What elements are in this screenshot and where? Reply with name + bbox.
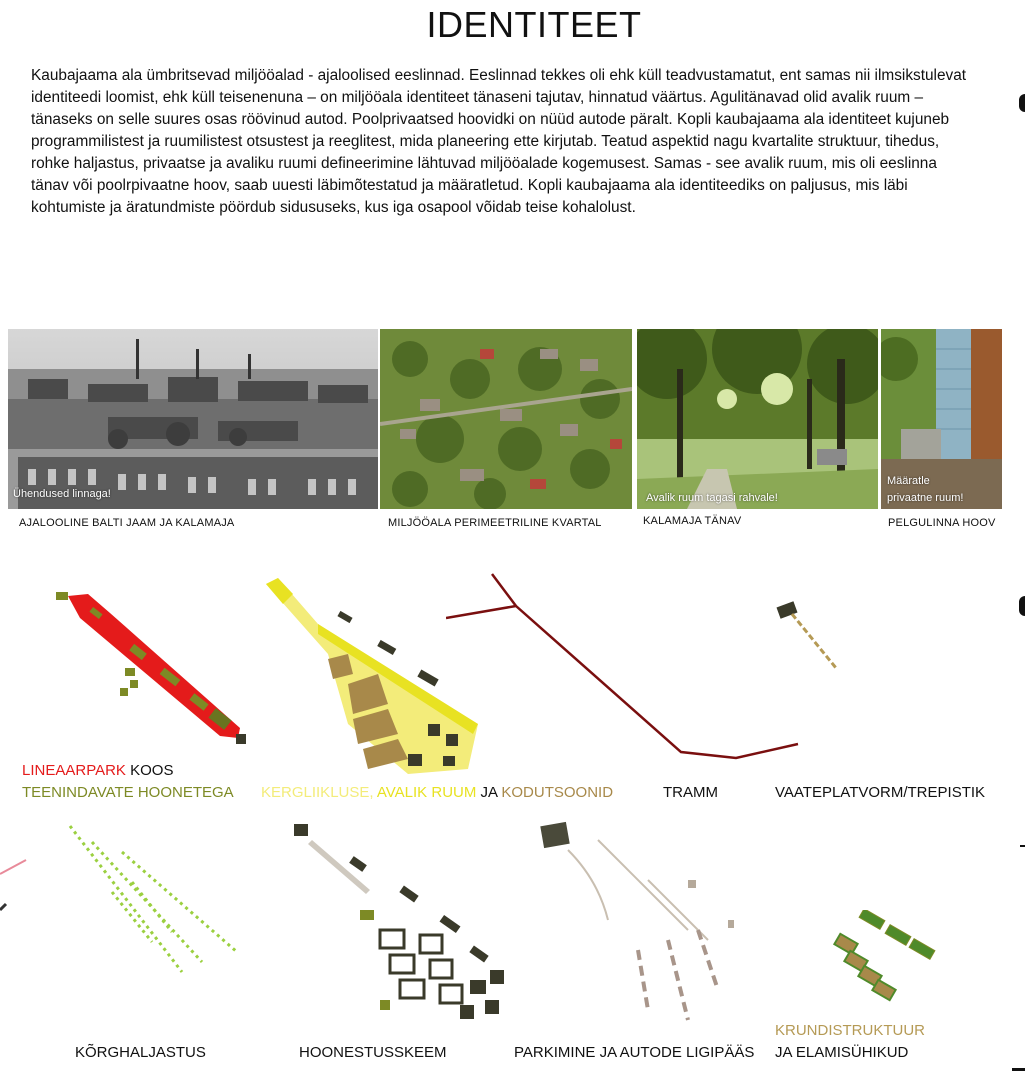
edge-mark: [1020, 845, 1025, 847]
service-buildings-label: TEENINDAVATE HOONETEGA: [22, 784, 234, 801]
tram-diagram: [446, 572, 806, 762]
plots-label-line2: JA ELAMISÜHIKUD: [775, 1044, 909, 1061]
photo-caption: KALAMAJA TÄNAV: [643, 515, 742, 527]
edge-mark: [1019, 596, 1025, 616]
pink-edge-fragment: [0, 858, 30, 918]
photo-pelgulinna-yard: [881, 329, 1002, 509]
linear-park-label-red: LINEAARPARK: [22, 762, 126, 779]
plots-diagram: [826, 910, 946, 1010]
home-zones-label: KODUTSOONID: [501, 784, 614, 801]
photo-kalamaja-street: [637, 329, 878, 509]
photo-overlay-line1: Määratle: [887, 475, 930, 487]
greenery-label: KÕRGHALJASTUS: [75, 1044, 206, 1061]
parking-label: PARKIMINE JA AUTODE LIGIPÄÄS: [514, 1044, 755, 1061]
parking-diagram: [538, 820, 768, 1035]
viewing-platform-diagram: [770, 598, 850, 678]
photo-perimeter-block: [380, 329, 632, 509]
photo-caption: PELGULINNA HOOV: [888, 517, 996, 529]
photo-overlay-text: Avalik ruum tagasi rahvale!: [646, 492, 778, 504]
buildings-label: HOONESTUSSKEEM: [299, 1044, 447, 1061]
intro-paragraph: Kaubajaama ala ümbritsevad miljööalad - ajaloolised eeslinnad. Eeslinnad tekkes oli ehk küll teadvustamatut, ent samas nii ilmsikstulevat identiteedi loomist, ehk küll teisenenuna – on miljööala identiteet tänaseni tajutav, hinnatud väärtus. Agulitänavad olid avalik ruum – tänaseks on selle suures osas röövinud autod. Poolprivaatsed hoovidki on nüüd autode päralt. Kopli kaubajaama ala identiteet kujuneb programmilistest ja ruumilistest otsustest ja reeglitest, mida planeering ette kirjutab. Teatud aspektid nagu kvartalite struktuur, tihedus, rohke haljastus, privaatse ja avaliku ruumi defineerimine lähtuvad miljööalade kogemusest. Samas - see avalik ruum, mis oli eeslinna tänav või poolrpivaatne hoov, saab uuesti läbimõtestatud ja määratletud. Kopli kaubajaama ala identiteediks on paljusus, mis läbi kohtumiste ja äratundmiste pöördub sidususeks, kus iga osapool võidab teise kohalolust.: [31, 67, 967, 216]
light-traffic-label: KERGLIIKLUSE,: [261, 784, 374, 801]
public-space-label-text: AVALIK RUUM: [373, 784, 477, 801]
buildings-diagram: [290, 820, 520, 1030]
viewing-platform-label: VAATEPLATVORM/TREPISTIK: [775, 784, 986, 801]
photo-balti-jaam: [8, 329, 378, 509]
greenery-diagram: [62, 822, 242, 982]
linear-park-label: [22, 761, 173, 781]
linear-park-diagram: [50, 588, 250, 758]
public-space-label: [261, 783, 613, 803]
plots-label-line1: KRUNDISTRUKTUUR: [775, 1022, 925, 1039]
photo-caption: AJALOOLINE BALTI JAAM JA KALAMAJA: [19, 517, 235, 529]
photo-overlay-line2: privaatne ruum!: [887, 492, 964, 504]
tram-label: TRAMM: [663, 784, 718, 801]
photo-caption: MILJÖÖALA PERIMEETRILINE KVARTAL: [388, 517, 602, 529]
photo-overlay-text: Ühendused linnaga!: [13, 488, 111, 500]
page-title: IDENTITEET: [426, 4, 642, 45]
edge-mark: [1012, 1068, 1025, 1071]
linear-park-label-koos: KOOS: [125, 762, 174, 779]
edge-mark: [1019, 94, 1025, 112]
and-label: JA: [476, 784, 502, 801]
